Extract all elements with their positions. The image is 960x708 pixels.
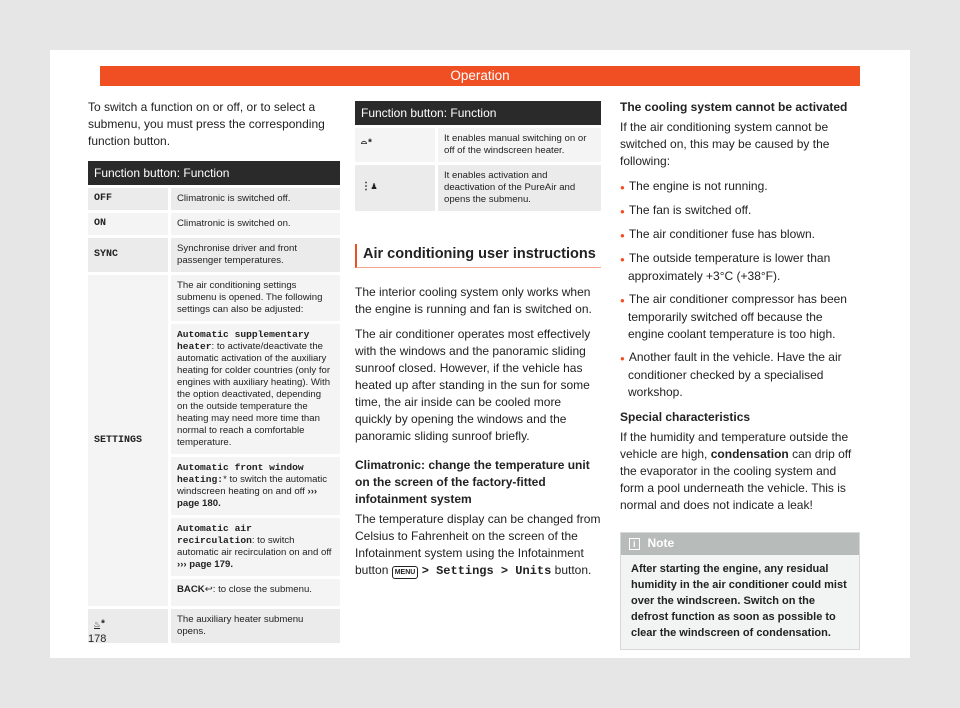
sub-heading: The cooling system cannot be activated [620, 100, 848, 114]
table-header: Function button: Function [88, 161, 340, 185]
column-right [620, 99, 860, 650]
paragraph: The temperature display can be changed from Celsius to Fahrenheit on the screen of the Infotainment system using the Infotainment button MENU > Settings > Units button. [355, 512, 601, 578]
section-heading: Air conditioning user instructions [355, 244, 601, 268]
page-link[interactable]: ››› page 180. [177, 486, 318, 509]
table-row: ON Climatronic is switched on. [88, 213, 340, 235]
list-item: ● The air conditioner fuse has blown. [620, 226, 860, 244]
sub-heading: Special characteristics [620, 410, 751, 424]
pureair-icon: ⋮♟ [361, 182, 378, 193]
list-item: ● The fan is switched off. [620, 202, 860, 220]
section-header: Operation [100, 66, 860, 86]
settings-intro: The air conditioning settings submenu is opened. The following settings can also be adjusted: [177, 280, 323, 315]
table-row: ♨* The auxiliary heater submenu opens. [88, 609, 340, 643]
setting-front-window-heating: Automatic front window heating:* to switch the automatic windscreen heating on and off ››› page 180. [171, 454, 340, 515]
paragraph: If the air conditioning system cannot be switched on, this may be caused by the following: [620, 120, 830, 168]
note-title: Note [647, 536, 675, 550]
list-item: ● The outside temperature is lower than approximately +3°C (+38°F). [620, 250, 860, 285]
setting-back: BACK↩: to close the submenu. [171, 576, 340, 601]
menu-key-icon: MENU [392, 566, 419, 579]
table-row-settings: SETTINGS The air conditioning settings submenu is opened. The following settings can also be adjusted: Automatic supplementary heater: to activate/deactivate the automatic activation of the auxiliary heating for colder countries (only for engines with auxiliary heating). With the option deactivated, depending on the outside temperature the heating may need more time than normal to reach a comfortable temperature. Automatic front window heating:* to switch the automatic windscreen heating on and off ››› page 180. Automatic air recirculation: to switch automatic air recirculation on and off ››› page 179. BACK↩: to close the submenu. [88, 275, 340, 606]
cause-list [620, 178, 860, 401]
setting-air-recirculation: Automatic air recirculation: to switch automatic air recirculation on and off ››› page 179. [171, 515, 340, 576]
table-row: SYNC Synchronise driver and front passenger temperatures. [88, 238, 340, 272]
table-row: ⌓* It enables manual switching on or off of the windscreen heater. [355, 128, 601, 162]
column-left [88, 99, 340, 646]
page-number: 178 [88, 633, 107, 645]
intro-text: To switch a function on or off, or to select a submenu, you must press the corresponding function button. [88, 100, 325, 148]
windscreen-heater-icon: ⌓ [361, 139, 368, 150]
auxiliary-heater-icon: ♨ [94, 620, 101, 631]
paragraph: The interior cooling system only works when the engine is running and fan is switched on. [355, 285, 592, 316]
list-item: ● Another fault in the vehicle. Have the air conditioner checked by a specialised workshop. [620, 349, 860, 401]
setting-supplementary-heater: Automatic supplementary heater: to activate/deactivate the automatic activation of the auxiliary heating for colder countries (only for engines with auxiliary heating). With the option deactivated, depending on the outside temperature the heating may need more time than normal to reach a comfortable temperature. [171, 321, 340, 454]
note-text: After starting the engine, any residual humidity in the air conditioner could mist over the windscreen. Switch on the defrost function as soon as possible to clear the windscreen of condensation. [631, 563, 847, 639]
info-icon: i [629, 538, 640, 550]
back-arrow-icon: ↩ [204, 584, 213, 595]
note-box [620, 532, 860, 650]
column-middle [355, 101, 601, 588]
paragraph: The air conditioner operates most effectively with the windows and the panoramic sliding sunroof closed. However, if the vehicle has heated up after standing in the sun for some time, the air inside can be cooled more quickly by opening the windows and the panoramic sliding sunroof briefly. [355, 327, 591, 443]
table-row: ⋮♟ It enables activation and deactivation of the PureAir and opens the submenu. [355, 165, 601, 211]
page-link[interactable]: ››› page 179. [177, 559, 233, 570]
table-header: Function button: Function [355, 101, 601, 125]
sub-heading: Climatronic: change the temperature unit on the screen of the factory-fitted infotainment system [355, 458, 590, 506]
function-table-2 [355, 98, 601, 214]
table-row: OFF Climatronic is switched off. [88, 188, 340, 210]
list-item: ● The engine is not running. [620, 178, 860, 196]
list-item: ● The air conditioner compressor has been temporarily switched off because the engine coolant temperature is too high. [620, 291, 860, 343]
function-table [88, 158, 340, 646]
paragraph: If the humidity and temperature outside the vehicle are high, condensation can drip off the evaporator in the cooling system and form a pool underneath the vehicle. This is normal and does not indicate a leak! [620, 430, 852, 512]
